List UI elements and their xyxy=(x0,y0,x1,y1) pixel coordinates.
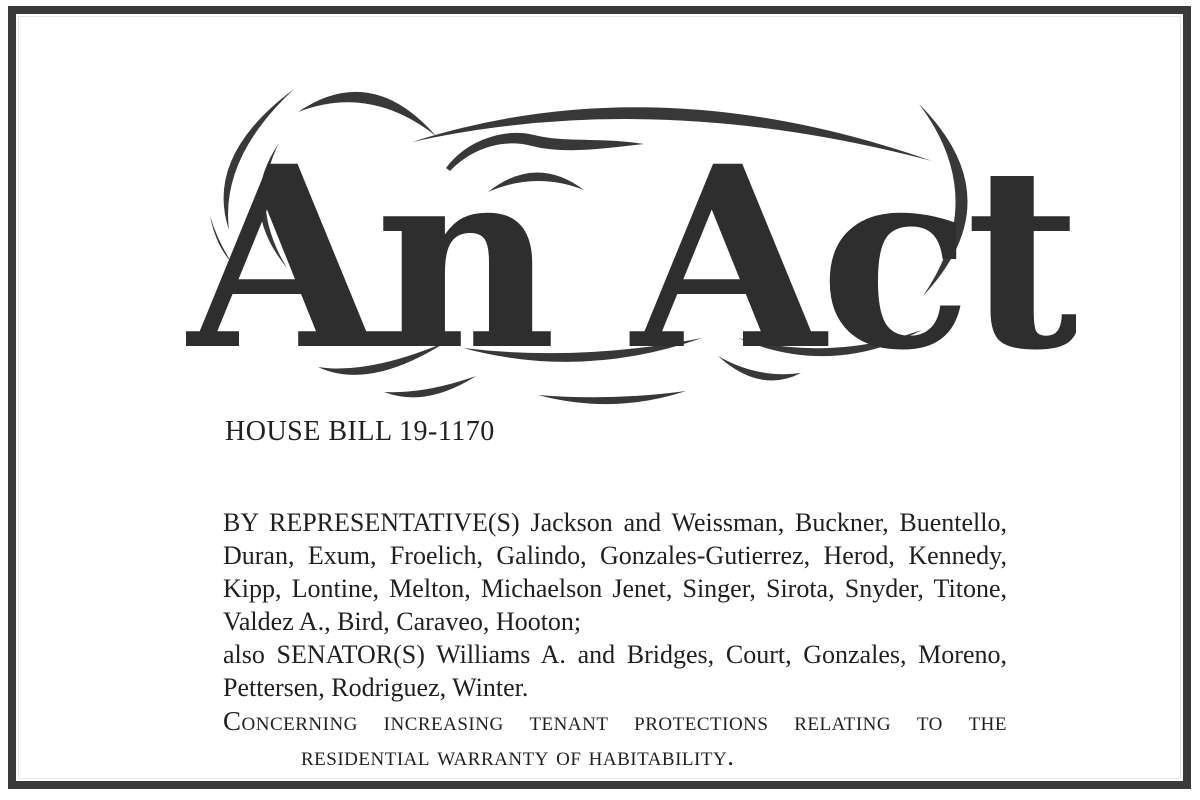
sponsors-line: Valdez A., Bird, Caraveo, Hooton; xyxy=(223,607,582,636)
concerning-line: Concerning increasing tenant protections relating to the xyxy=(223,706,1007,736)
concerning-clause xyxy=(223,704,1007,774)
sponsors-line: Pettersen, Rodriguez, Winter. xyxy=(223,673,529,702)
an-act-artwork xyxy=(186,44,1076,414)
page-border-frame xyxy=(8,6,1191,789)
sponsors-line: Duran, Exum, Froelich, Galindo, Gonzales-Gutierrez, Herod, Kennedy, xyxy=(223,541,1007,570)
concerning-line: residential warranty of habitability. xyxy=(301,741,735,771)
sponsors-line: also SENATOR(S) Williams A. and Bridges, Court, Gonzales, Moreno, xyxy=(223,640,1007,669)
an-act-title: An Act xyxy=(186,111,1076,405)
sponsors-paragraph xyxy=(223,506,1007,704)
sponsors-line: Kipp, Lontine, Melton, Michaelson Jenet, Singer, Sirota, Snyder, Titone, xyxy=(223,574,1007,603)
bill-number: HOUSE BILL 19-1170 xyxy=(225,416,495,447)
sponsors-line: BY REPRESENTATIVE(S) Jackson and Weissman, Buckner, Buentello, xyxy=(223,508,1007,537)
